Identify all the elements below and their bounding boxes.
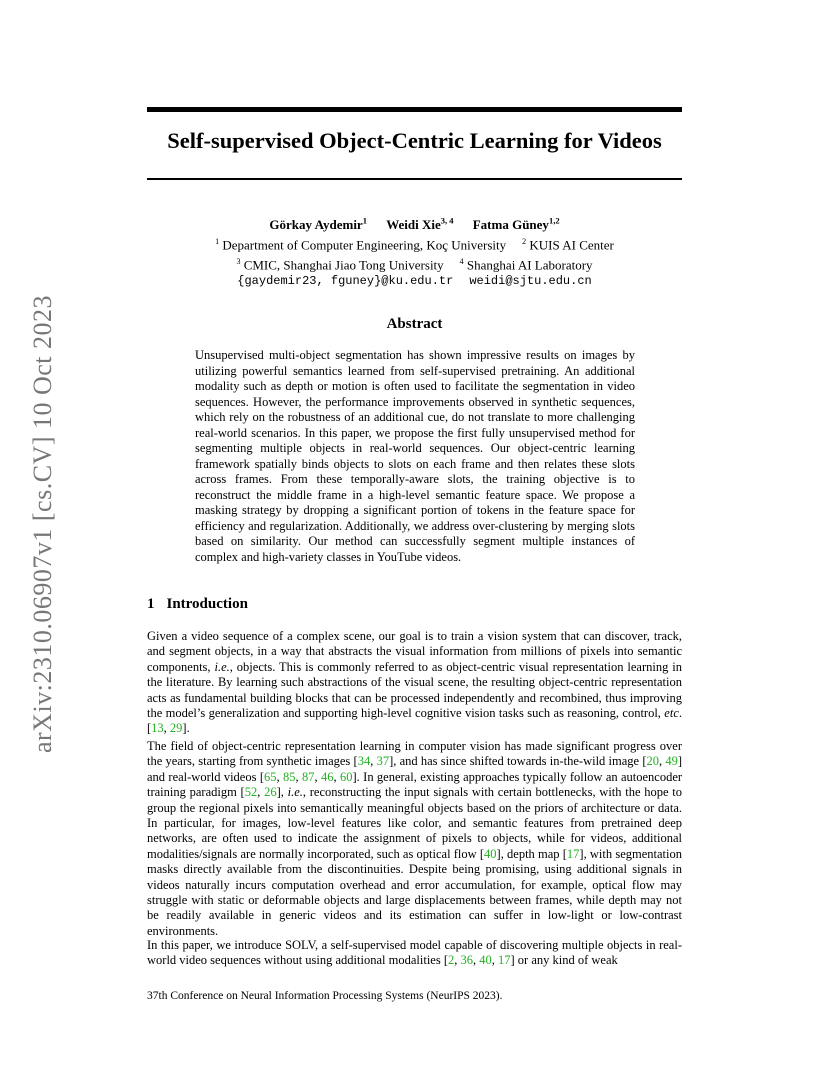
arxiv-stamp: arXiv:2310.06907v1 [cs.CV] 10 Oct 2023 xyxy=(28,294,57,754)
intro-paragraph-2: The field of object-centric representation learning in computer vision has made significant progress over the years, starting from synthetic images [34, 37], and has since shifted towards in-the-wild image [20, 49] and real-world videos [65, 85, 87, 46, 60]. In general, existing approaches typically follow an autoencoder training paradigm [52, 26], i.e., reconstructing the input signals with certain bottlenecks, with the hope to group the regional pixels into semantically meaningful objects based on the priors of architecture or data. In particular, for images, low-level features like color, and semantic features from pretrained deep networks, are often used to indicate the assignment of pixels to objects, while for videos, additional modalities/signals are normally incorporated, such as optical flow [40], depth map [17], with segmentation masks directly available from the discontinuities. Despite being promising, using additional signals in videos naturally incurs computation overhead and error accumulation, for example, optical flow may struggle with static or deformable objects and large displacements between frames, while depth may not be readily available in generic videos and its estimation can suffer in low-light or low-contrast environments. xyxy=(147,739,683,938)
citation-link[interactable]: 40 xyxy=(484,846,497,861)
citation-link[interactable]: 49 xyxy=(665,754,678,769)
intro-paragraph-3: In this paper, we introduce SOLV, a self-supervised model capable of discovering multiple objects in real-world video sequences without using additional modalities [2, 36, 40, 17] or any kind of weak xyxy=(147,938,682,968)
citation-link[interactable]: 60 xyxy=(340,769,353,784)
author: Fatma Güney$^{1,2}$ xyxy=(472,216,560,233)
citation-link[interactable]: 13 xyxy=(151,721,164,736)
conference-footnote: 37th Conference on Neural Information Processing Systems (NeurIPS 2023). xyxy=(147,990,503,1002)
email[interactable]: {gaydemir23, fguney}@ku.edu.tr xyxy=(237,274,454,289)
citation-link[interactable]: 17 xyxy=(566,846,580,861)
affiliation-line: $^3$ CMIC, Shanghai Jiao Tong University $^4$ Shanghai AI Laboratory xyxy=(236,256,593,272)
citation-link[interactable]: 52 xyxy=(244,785,258,800)
affiliation-line: $^1$ Department of Computer Engineering, Koç University $^2$ KUIS AI Center xyxy=(215,236,614,253)
section-heading: 1 Introduction xyxy=(147,596,248,612)
citation-link[interactable]: 36 xyxy=(460,953,473,968)
title-bottom-rule xyxy=(147,178,682,180)
paper-title: Self-supervised Object-Centric Learning for Videos xyxy=(167,128,662,153)
email[interactable]: weidi@sjtu.edu.cn xyxy=(469,274,592,289)
citation-link[interactable]: 85 xyxy=(283,769,296,784)
author: Weidi Xie$^{3, 4}$ xyxy=(386,216,454,233)
citation-link[interactable]: 20 xyxy=(646,754,659,769)
citation-link[interactable]: 17 xyxy=(498,953,511,968)
author-names xyxy=(147,213,682,234)
intro-paragraph-1: Given a video sequence of a complex scene, our goal is to train a vision system that can discover, track, and segment objects, in a way that abstracts the visual information from millions of pixels into semantic components, i.e., objects. This is commonly referred to as object-centric visual representation learning in the literature. By learning such abstractions of the visual scene, the resulting object-centric representation acts as fundamental building blocks that can be processed independently and recombined, thus improving the model’s generalization and supporting high-level cognitive vision tasks such as reasoning, control, etc. [13, 29]. xyxy=(147,629,682,736)
citation-link[interactable]: 2 xyxy=(448,953,455,968)
citation-link[interactable]: 29 xyxy=(169,721,183,736)
abstract-text: Unsupervised multi-object segmentation has shown impressive results on images by utilizing powerful semantics learned from self-supervised pretraining. An additional modality such as depth or motion is often used to facilitate the segmentation in video sequences. However, the performance improvements observed in synthetic sequences, which rely on the robustness of an additional cue, do not translate to more challenging real-world scenarios. In this paper, we propose the first fully unsupervised method for segmenting multiple objects in real-world sequences. Our object-centric learning framework spatially binds objects to slots on each frame and then relates these slots across frames. From these temporally-aware slots, the training objective is to reconstruct the middle frame in a high-level semantic feature space. We propose a masking strategy by dropping a significant portion of tokens in the feature space for efficiency and regularization. Additionally, we address over-clustering by merging slots based on similarity. Our method can successfully segment multiple instances of complex and high-variety classes in YouTube videos. xyxy=(195,348,635,564)
abstract-heading: Abstract xyxy=(386,316,443,332)
citation-link[interactable]: 87 xyxy=(302,769,315,784)
citation-link[interactable]: 65 xyxy=(264,769,277,784)
citation-link[interactable]: 26 xyxy=(264,785,277,800)
author: Görkay Aydemir$^1$ xyxy=(269,216,367,233)
title-top-rule xyxy=(147,107,682,112)
citation-link[interactable]: 37 xyxy=(376,754,390,769)
citation-link[interactable]: 40 xyxy=(479,953,492,968)
citation-link[interactable]: 46 xyxy=(321,769,334,784)
author-emails xyxy=(147,273,682,290)
author-block xyxy=(147,213,682,290)
citation-link[interactable]: 34 xyxy=(357,754,371,769)
